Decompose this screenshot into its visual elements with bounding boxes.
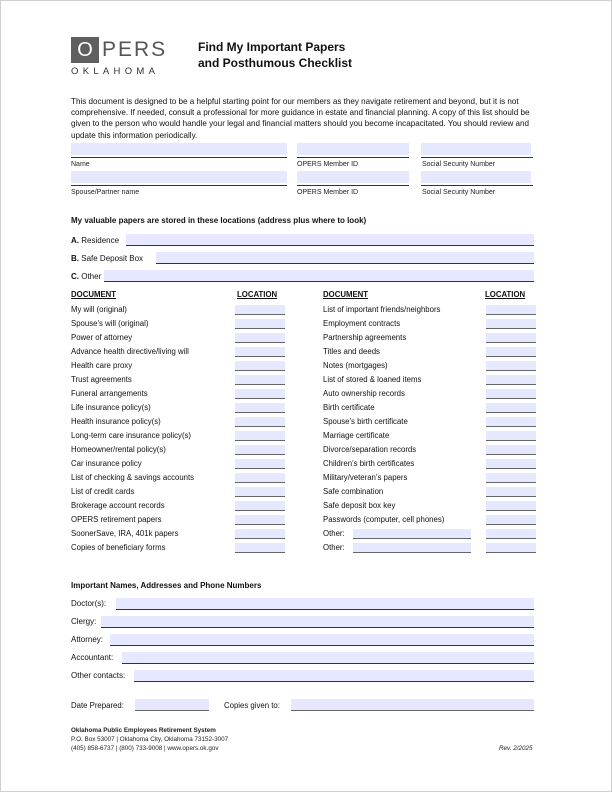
location-letter: A. (71, 236, 79, 245)
other-document-input[interactable] (353, 543, 471, 553)
contact-label: Other contacts: (71, 671, 126, 680)
document-location-input[interactable] (235, 375, 285, 385)
contact-row-doctor (71, 598, 534, 612)
document-item-label: Titles and deeds (323, 347, 380, 356)
document-item-label: OPERS retirement papers (71, 515, 162, 524)
logo-o-block: O (71, 37, 99, 63)
document-location-input[interactable] (235, 529, 285, 539)
spouse-name-label: Spouse/Partner name (71, 189, 140, 196)
logo-oklahoma-text: OKLAHOMA (71, 66, 160, 77)
contact-row-clergy (71, 616, 534, 630)
document-item-label: Passwords (computer, cell phones) (323, 515, 445, 524)
document-location-input[interactable] (486, 347, 536, 357)
document-location-input[interactable] (486, 445, 536, 455)
ssn-input[interactable] (421, 143, 531, 155)
document-location-input[interactable] (235, 389, 285, 399)
contact-label: Doctor(s): (71, 599, 107, 608)
intro-paragraph: This document is designed to be a helpful starting point for our members as they navigate retirement and beyond, but it is not comprehensive. If needed, consult a professional for more guidance in estate and financial planning. A copy of this list should be given to the person who would handle your legal and financial matters should you become incapacitated. You should review and update this information periodically. (71, 97, 530, 140)
right-document-header: DOCUMENT (323, 290, 369, 299)
document-item-label: Long-term care insurance policy(s) (71, 431, 192, 440)
ssn-label: Social Security Number (422, 161, 496, 168)
document-location-input[interactable] (235, 487, 285, 497)
doctor-input[interactable] (116, 598, 534, 610)
document-location-input[interactable] (235, 417, 285, 427)
document-item-label: Life insurance policy(s) (71, 403, 151, 412)
spouse-ssn-label: Social Security Number (422, 189, 496, 196)
contact-label: Accountant: (71, 653, 114, 662)
date-prepared-label: Date Prepared: (71, 701, 124, 710)
document-item-label: Other: (323, 543, 345, 552)
spouse-name-underline (71, 185, 287, 186)
document-item-label: My will (original) (71, 305, 127, 314)
document-item-label: Trust agreements (71, 375, 132, 384)
document-location-input[interactable] (486, 501, 536, 511)
location-label: Residence (81, 236, 120, 245)
footer-address: P.O. Box 53007 | Oklahoma City, Oklahoma 73152-3007 (71, 735, 229, 743)
document-location-input[interactable] (235, 445, 285, 455)
document-item-label: Spouse’s birth certificate (323, 417, 408, 426)
contact-row-attorney (71, 634, 534, 648)
ssn-underline (421, 157, 533, 158)
attorney-input[interactable] (110, 634, 534, 646)
location-letter: C. (71, 272, 79, 281)
other-contacts-input[interactable] (134, 670, 534, 682)
spouse-member-id-input[interactable] (297, 171, 409, 183)
spouse-name-input[interactable] (71, 171, 287, 183)
contacts-heading: Important Names, Addresses and Phone Numbers (71, 581, 262, 590)
document-location-input[interactable] (486, 389, 536, 399)
document-item-label: List of stored & loaned items (323, 375, 422, 384)
document-item-label: Partnership agreements (323, 333, 407, 342)
contact-row-accountant (71, 652, 534, 666)
location-row-other (71, 270, 534, 284)
locations-heading: My valuable papers are stored in these locations (address plus where to look) (71, 216, 367, 225)
document-item-label: Notes (mortgages) (323, 361, 388, 370)
clergy-input[interactable] (101, 616, 534, 628)
document-location-input[interactable] (486, 361, 536, 371)
title-line-1: Find My Important Papers (198, 40, 346, 54)
document-item-label: Safe combination (323, 487, 384, 496)
copies-given-label: Copies given to: (224, 701, 280, 710)
document-location-input[interactable] (486, 529, 536, 539)
document-item-label: SoonerSave, IRA, 401k papers (71, 529, 179, 538)
document-location-input[interactable] (235, 361, 285, 371)
safe-deposit-input[interactable] (156, 252, 534, 264)
document-location-input[interactable] (486, 403, 536, 413)
footer (71, 727, 228, 753)
document-location-input[interactable] (486, 473, 536, 483)
page-title (198, 39, 352, 71)
document-location-input[interactable] (235, 515, 285, 525)
document-location-input[interactable] (486, 543, 536, 553)
date-prepared-input[interactable] (135, 699, 209, 711)
document-location-input[interactable] (486, 459, 536, 469)
spouse-ssn-input[interactable] (421, 171, 531, 183)
document-location-input[interactable] (235, 431, 285, 441)
document-item-label: Power of attorney (71, 333, 133, 342)
document-location-input[interactable] (486, 431, 536, 441)
document-location-input[interactable] (486, 333, 536, 343)
copies-given-input[interactable] (291, 699, 534, 711)
location-label: Safe Deposit Box (81, 254, 144, 263)
other-location-input[interactable] (104, 270, 534, 282)
contact-row-other (71, 670, 534, 684)
document-location-input[interactable] (486, 515, 536, 525)
spouse-ssn-underline (421, 185, 533, 186)
location-label: Other (81, 272, 102, 281)
document-item-label: Divorce/separation records (323, 445, 417, 454)
document-item-label: Birth certificate (323, 403, 375, 412)
member-id-label: OPERS Member ID (297, 161, 359, 168)
location-row-safe-deposit (71, 252, 534, 266)
left-document-header: DOCUMENT (71, 290, 117, 299)
document-item-label: Marriage certificate (323, 431, 390, 440)
name-underline (71, 157, 287, 158)
document-item-label: List of important friends/neighbors (323, 305, 441, 314)
document-item-label: Children’s birth certificates (323, 459, 415, 468)
document-location-input[interactable] (486, 375, 536, 385)
spouse-member-id-label: OPERS Member ID (297, 189, 359, 196)
document-location-input[interactable] (235, 305, 285, 315)
document-item-label: Military/veteran’s papers (323, 473, 408, 482)
document-location-input[interactable] (235, 459, 285, 469)
left-location-header: LOCATION (237, 290, 278, 299)
other-document-input[interactable] (353, 529, 471, 539)
document-location-input[interactable] (486, 305, 536, 315)
document-item-label: Auto ownership records (323, 389, 405, 398)
document-item-label: Copies of beneficiary forms (71, 543, 166, 552)
residence-input[interactable] (126, 234, 534, 246)
revision-date: Rev. 2/2025 (499, 745, 533, 752)
member-id-underline (297, 157, 409, 158)
name-input[interactable] (71, 143, 287, 155)
document-location-input[interactable] (235, 543, 285, 553)
document-item-label: Homeowner/rental policy(s) (71, 445, 166, 454)
contact-label: Clergy: (71, 617, 97, 626)
document-item-label: List of checking & savings accounts (71, 473, 195, 482)
document-item-label: Funeral arrangements (71, 389, 148, 398)
name-label: Name (71, 161, 90, 168)
document-item-label: Health care proxy (71, 361, 133, 370)
accountant-input[interactable] (122, 652, 534, 664)
document-location-input[interactable] (486, 319, 536, 329)
document-location-input[interactable] (235, 333, 285, 343)
footer-org: Oklahoma Public Employees Retirement System (71, 727, 216, 734)
document-item-label: Safe deposit box key (323, 501, 396, 510)
document-location-input[interactable] (235, 319, 285, 329)
logo-pers-text: PERS (102, 38, 168, 61)
location-letter: B. (71, 254, 79, 263)
document-location-input[interactable] (235, 403, 285, 413)
contact-label: Attorney: (71, 635, 104, 644)
document-item-label: Advance health directive/living will (71, 347, 189, 356)
document-item-label: Health insurance policy(s) (71, 417, 161, 426)
footer-phones: (405) 858-6737 | (800) 733-9008 | www.opers.ok.gov (71, 744, 219, 752)
document-location-input[interactable] (235, 347, 285, 357)
document-item-label: Brokerage account records (71, 501, 165, 510)
document-item-label: Car insurance policy (71, 459, 142, 468)
document-item-label: List of credit cards (71, 487, 135, 496)
document-item-label: Other: (323, 529, 345, 538)
member-id-input[interactable] (297, 143, 409, 155)
document-location-input[interactable] (486, 487, 536, 497)
document-location-input[interactable] (486, 417, 536, 427)
location-row-residence (71, 234, 534, 248)
spouse-member-id-underline (297, 185, 409, 186)
title-line-2: and Posthumous Checklist (198, 56, 353, 70)
document-location-input[interactable] (235, 473, 285, 483)
right-location-header: LOCATION (485, 290, 526, 299)
document-item-label: Employment contracts (323, 319, 401, 328)
document-location-input[interactable] (235, 501, 285, 511)
document-item-label: Spouse’s will (original) (71, 319, 149, 328)
opers-logo (71, 37, 179, 77)
